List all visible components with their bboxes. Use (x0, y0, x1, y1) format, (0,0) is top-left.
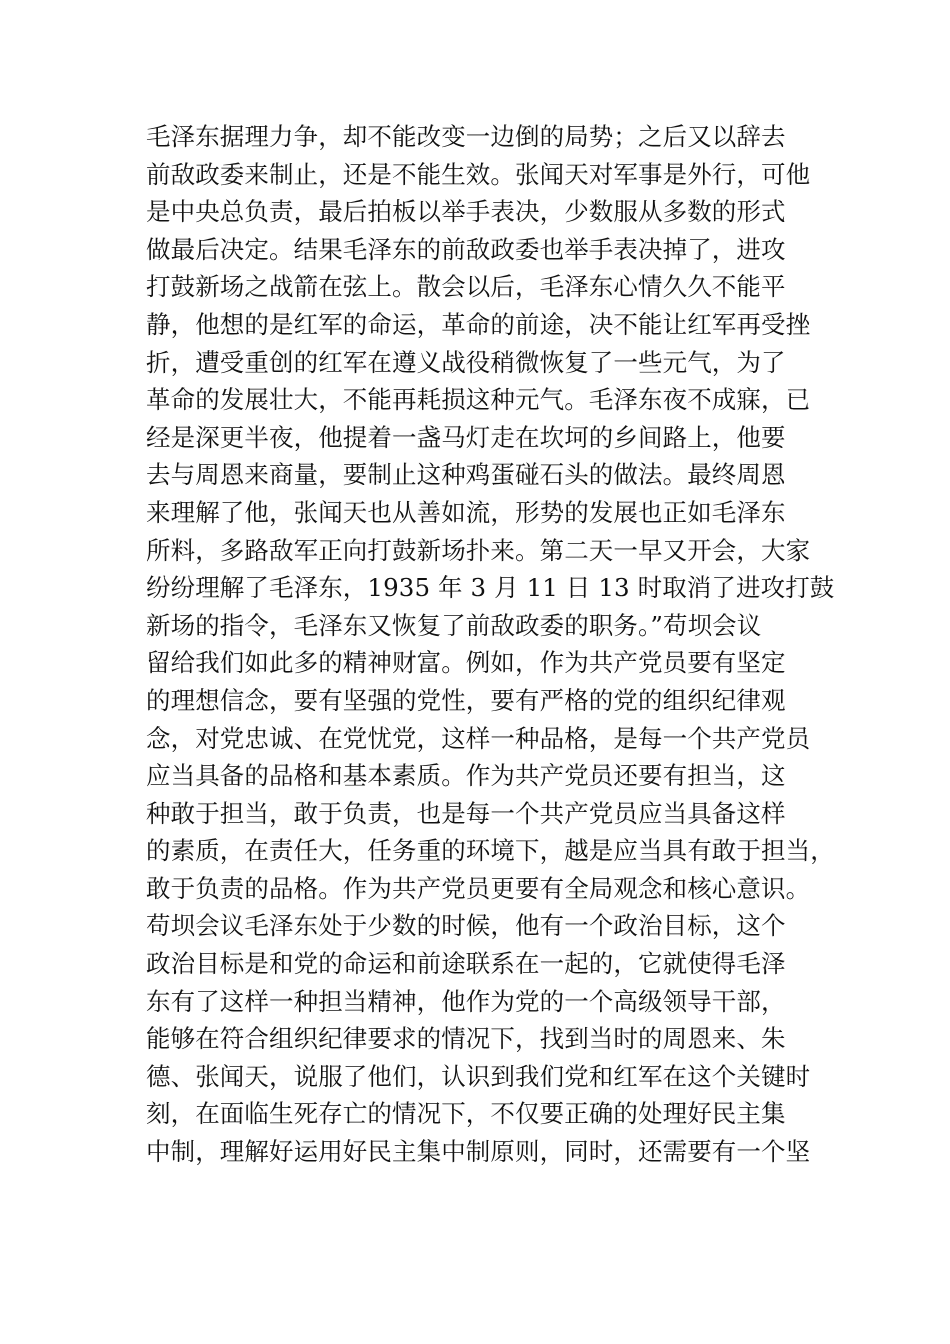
text-line: 所料，多路敌军正向打鼓新场扑来。第二天一早又开会，大家 (146, 535, 811, 565)
text-line: 新场的指令，毛泽东又恢复了前敌政委的职务。”苟坝会议 (146, 610, 762, 640)
text-line: 留给我们如此多的精神财富。例如，作为共产党员要有坚定 (146, 648, 786, 678)
text-line: 革命的发展壮大，不能再耗损这种元气。毛泽东夜不成寐，已 (146, 385, 811, 415)
text-line: 前敌政委来制止，还是不能生效。张闻天对军事是外行，可他 (146, 159, 811, 189)
text-line: 折，遭受重创的红军在遵义战役稍微恢复了一些元气，为了 (146, 347, 786, 377)
text-line: 经是深更半夜，他提着一盏马灯走在坎坷的乡间路上，他要 (146, 422, 786, 452)
text-line: 种敢于担当，敢于负责，也是每一个共产党员应当具备这样 (146, 798, 786, 828)
text-line: 念，对党忠诚、在党忧党，这样一种品格，是每一个共产党员 (146, 723, 811, 753)
text-line: 政治目标是和党的命运和前途联系在一起的，它就使得毛泽 (146, 949, 786, 979)
text-line: 刻，在面临生死存亡的情况下，不仅要正确的处理好民主集 (146, 1099, 786, 1129)
text-line: 的素质，在责任大，任务重的环境下，越是应当具有敢于担当， (146, 836, 835, 866)
text-line: 德、张闻天，说服了他们，认识到我们党和红军在这个关键时 (146, 1061, 811, 1091)
text-line: 中制，理解好运用好民主集中制原则，同时，还需要有一个坚 (146, 1137, 811, 1167)
text-line: 敢于负责的品格。作为共产党员更要有全局观念和核心意识。 (146, 873, 811, 903)
text-line: 打鼓新场之战箭在弦上。散会以后，毛泽东心情久久不能平 (146, 272, 786, 302)
text-line: 去与周恩来商量，要制止这种鸡蛋碰石头的做法。最终周恩 (146, 460, 786, 490)
text-line: 来理解了他，张闻天也从善如流，形势的发展也正如毛泽东 (146, 497, 786, 527)
text-line: 苟坝会议毛泽东处于少数的时候，他有一个政治目标，这个 (146, 911, 786, 941)
text-line: 静，他想的是红军的命运，革命的前途，决不能让红军再受挫 (146, 309, 811, 339)
text-line: 能够在符合组织纪律要求的情况下，找到当时的周恩来、朱 (146, 1024, 786, 1054)
text-line: 东有了这样一种担当精神，他作为党的一个高级领导干部， (146, 986, 786, 1016)
text-line: 纷纷理解了毛泽东，1935 年 3 月 11 日 13 时取消了进攻打鼓 (146, 573, 835, 603)
text-line: 是中央总负责，最后拍板以举手表决，少数服从多数的形式 (146, 197, 786, 227)
text-line: 毛泽东据理力争，却不能改变一边倒的局势；之后又以辞去 (146, 122, 786, 151)
text-line: 应当具备的品格和基本素质。作为共产党员还要有担当，这 (146, 761, 786, 791)
body-text (146, 118, 835, 1171)
text-line: 的理想信念，要有坚强的党性，要有严格的党的组织纪律观 (146, 685, 786, 715)
text-line: 做最后决定。结果毛泽东的前敌政委也举手表决掉了，进攻 (146, 234, 786, 264)
